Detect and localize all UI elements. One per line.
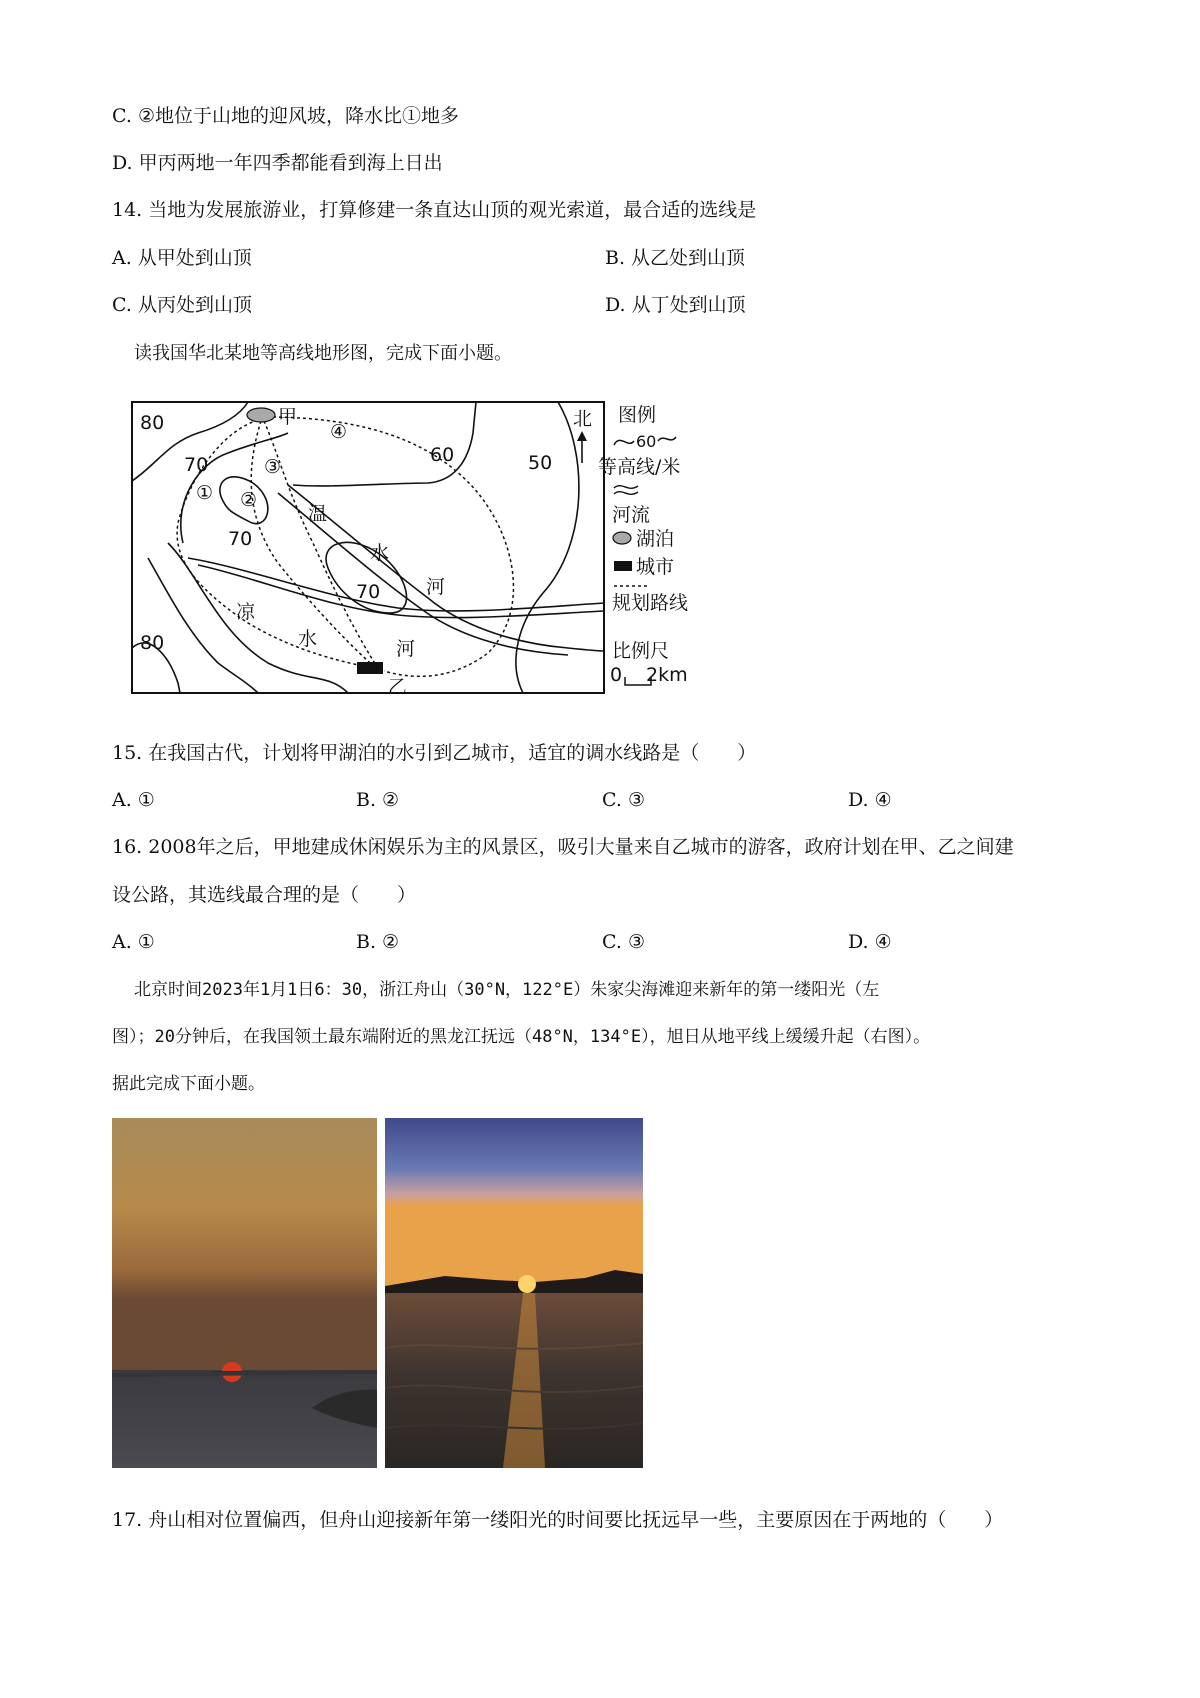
lake-label: 甲 (278, 406, 298, 428)
legend-lake-icon (613, 532, 631, 544)
river-wen-upper (288, 485, 604, 651)
photo-fuyuan-sunrise (385, 1118, 643, 1468)
route-label: ③ (264, 456, 282, 478)
q13-option-c: C. ②地位于山地的迎风坡，降水比①地多 (112, 105, 459, 127)
intro-contour-map: 读我国华北某地等高线地形图，完成下面小题。 (134, 343, 512, 364)
river-label: 凉 (236, 601, 256, 623)
q15-stem: 15. 在我国古代，计划将甲湖泊的水引到乙城市，适宜的调水线路是（ ） (112, 742, 757, 764)
q16-option-d: D. ④ (848, 931, 892, 953)
q15-option-d: D. ④ (848, 789, 892, 811)
scale-value: 2km (646, 664, 688, 686)
contour-map (128, 393, 718, 703)
city-label: 乙 (388, 676, 408, 698)
intro-sunrise-line-3: 据此完成下面小题。 (112, 1074, 265, 1094)
river-label: 水 (298, 628, 318, 650)
route-label: ① (196, 482, 214, 504)
contour-label: 70 (184, 454, 209, 476)
intro-sunrise-line-1: 北京时间2023年1月1日6：30，浙江舟山（30°N，122°E）朱家尖海滩迎来新年的第一缕阳光（左 (134, 980, 880, 1000)
river-label: 温 (308, 503, 328, 525)
legend-contour-sample: 60 (636, 432, 657, 451)
contour-label: 60 (430, 444, 455, 466)
legend-river-label: 河流 (612, 504, 651, 526)
contour-label: 70 (356, 581, 381, 603)
river-label: 水 (370, 542, 390, 564)
city-yi (357, 662, 383, 674)
contour-label: 80 (140, 412, 165, 434)
legend-lake-label: 湖泊 (636, 528, 675, 550)
q14-option-a: A. 从甲处到山顶 (112, 247, 252, 269)
legend-route-label: 规划路线 (612, 592, 689, 614)
q16-stem-line-1: 16. 2008年之后，甲地建成休闲娱乐为主的风景区，吸引大量来自乙城市的游客，政府计划在甲、乙之间建 (112, 836, 1014, 858)
contour-80-bottom-c (148, 558, 258, 693)
scale-title: 比例尺 (612, 640, 670, 662)
legend-city-label: 城市 (636, 556, 675, 578)
q15-option-b: B. ② (356, 789, 400, 811)
north-arrow-head-icon (577, 431, 587, 441)
q13-option-d: D. 甲丙两地一年四季都能看到海上日出 (112, 152, 443, 174)
contour-label: 50 (528, 452, 553, 474)
legend-contour-label: 等高线/米 (598, 456, 681, 478)
contour-label: 80 (140, 632, 165, 654)
q16-option-c: C. ③ (602, 931, 645, 953)
contour-label: 70 (228, 528, 253, 550)
q15-option-a: A. ① (112, 789, 155, 811)
legend-title: 图例 (618, 404, 657, 426)
q14-option-b: B. 从乙处到山顶 (605, 247, 746, 269)
q15-option-c: C. ③ (602, 789, 645, 811)
route-label: ② (240, 489, 258, 511)
river-label: 河 (396, 638, 416, 660)
sun-icon (518, 1275, 536, 1293)
legend-river-icon (614, 486, 638, 495)
q14-option-d: D. 从丁处到山顶 (605, 294, 746, 316)
photo-zhoushan-sunrise (112, 1118, 377, 1468)
contour-80-bottom-a (168, 543, 348, 693)
q14-stem: 14. 当地为发展旅游业，打算修建一条直达山顶的观光索道，最合适的选线是 (112, 199, 757, 221)
q16-option-b: B. ② (356, 931, 400, 953)
legend-city-icon (614, 561, 632, 571)
q16-stem-line-2: 设公路，其选线最合理的是（ ） (112, 884, 417, 906)
route-label: ④ (330, 421, 348, 443)
north-label: 北 (573, 408, 593, 430)
river-label: 河 (426, 576, 446, 598)
lake-jia (247, 408, 275, 422)
q16-option-a: A. ① (112, 931, 155, 953)
intro-sunrise-line-2: 图）；20分钟后，在我国领土最东端附近的黑龙江抚远（48°N，134°E），旭日从地平线上缓缓升起（右图）。 (112, 1027, 931, 1047)
q14-option-c: C. 从丙处到山顶 (112, 294, 252, 316)
scale-zero: 0 (610, 664, 623, 686)
q17-stem: 17. 舟山相对位置偏西，但舟山迎接新年第一缕阳光的时间要比抚远早一些，主要原因在于两地的（ ） (112, 1509, 1004, 1531)
